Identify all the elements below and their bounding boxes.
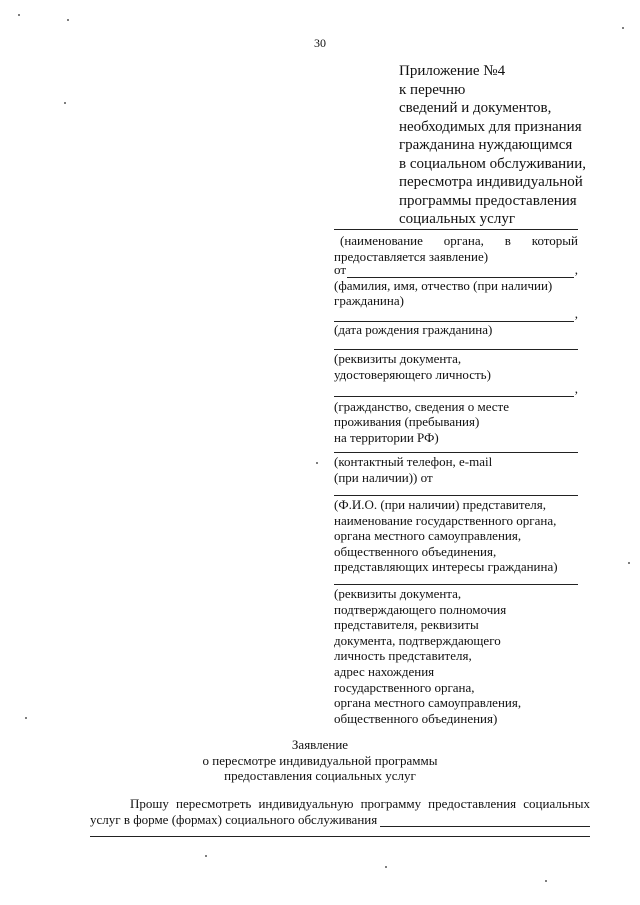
appendix-line: к перечню — [399, 81, 466, 98]
citizenship-caption: (гражданство, сведения о месте — [334, 398, 510, 414]
representative-caption: наименование государственного органа, — [334, 512, 557, 528]
representative-docs-caption: личность представителя, — [334, 648, 472, 664]
request-word: Прошу — [130, 796, 169, 811]
application-title-block — [0, 737, 640, 784]
representative-docs-input-line[interactable] — [334, 584, 578, 585]
appendix-line: пересмотра индивидуальной — [399, 174, 583, 190]
scan-speck — [25, 717, 27, 719]
organ-field[interactable] — [334, 229, 578, 264]
representative-docs-caption: представителя, реквизиты — [334, 617, 479, 633]
representative-field[interactable] — [334, 495, 578, 575]
organ-caption: предоставляется заявление) — [334, 248, 489, 264]
representative-docs-caption: органа местного самоуправления, — [334, 695, 522, 711]
request-text: услуг в форме (формах) социального обслуживания — [90, 811, 378, 827]
scan-speck — [545, 880, 547, 882]
phone-caption: (контактный телефон, e-mail — [334, 454, 493, 469]
scan-speck — [622, 27, 624, 29]
scan-speck — [205, 855, 207, 857]
organ-input-line[interactable] — [334, 229, 578, 230]
scan-speck — [628, 562, 630, 564]
page-number: 30 — [314, 36, 326, 50]
id-document-caption: (реквизиты документа, — [334, 351, 462, 366]
from-label: от — [334, 262, 347, 277]
service-form-input-line[interactable] — [380, 814, 590, 827]
representative-docs-caption: подтверждающего полномочия — [334, 601, 507, 617]
phone-input-line[interactable] — [334, 452, 578, 453]
representative-docs-caption: (реквизиты документа, — [334, 586, 462, 601]
appendix-line: программы предоставления — [399, 192, 577, 209]
appendix-line: сведений и документов, — [399, 100, 552, 116]
phone-caption: (при наличии)) от — [334, 469, 433, 485]
appendix-line: гражданина нуждающимся — [399, 137, 573, 153]
fio-caption: (фамилия, имя, отчество (при наличии) — [334, 277, 553, 293]
id-document-field[interactable] — [334, 349, 578, 382]
representative-docs-caption: адрес нахождения — [334, 663, 435, 679]
representative-caption: органа местного самоуправления, — [334, 528, 522, 544]
fio-field[interactable]: от , (фамилия, имя, отчество (при наличии) гражданина) — [334, 262, 578, 309]
appendix-line: Приложение №4 — [399, 63, 506, 79]
request-word: программу — [360, 796, 422, 811]
request-word: социальных — [523, 796, 590, 811]
citizenship-caption: проживания (пребывания) — [334, 414, 480, 430]
phone-field[interactable] — [334, 452, 578, 485]
application-subtitle: предоставления социальных услуг — [224, 768, 416, 783]
representative-docs-caption: документа, подтверждающего — [334, 632, 501, 648]
appendix-line: социальных услуг — [399, 211, 515, 227]
request-word: пересмотреть — [176, 796, 252, 811]
scan-speck — [67, 19, 69, 21]
citizenship-field[interactable]: , (гражданство, сведения о месте проживания (пребывания) на территории РФ) — [334, 381, 578, 445]
representative-docs-caption: общественного объединения) — [334, 710, 498, 726]
scan-speck — [316, 462, 318, 464]
id-document-input-line[interactable] — [334, 349, 578, 350]
organ-caption-word: в — [504, 233, 511, 248]
birth-date-input-line[interactable] — [334, 310, 574, 322]
appendix-line: в социальном обслуживании, — [399, 155, 586, 172]
application-title: Заявление — [291, 737, 349, 752]
fio-input-line[interactable] — [347, 266, 574, 278]
fio-caption: гражданина) — [334, 293, 404, 309]
representative-input-line[interactable] — [334, 495, 578, 496]
organ-caption-word: (наименование — [340, 233, 423, 248]
scan-speck — [64, 102, 66, 104]
appendix-block — [399, 62, 586, 229]
birth-date-field[interactable]: , (дата рождения гражданина) — [334, 306, 578, 337]
request-word: индивидуальную — [258, 796, 354, 811]
scan-speck — [385, 866, 387, 868]
id-document-caption: удостоверяющего личность) — [334, 366, 491, 382]
citizenship-input-line[interactable] — [334, 385, 574, 397]
representative-caption: общественного объединения, — [334, 543, 497, 559]
request-word: предоставления — [428, 796, 517, 811]
organ-caption-word: органа, — [443, 233, 484, 248]
birth-date-caption: (дата рождения гражданина) — [334, 321, 493, 337]
appendix-line: необходимых для признания — [399, 118, 582, 135]
citizenship-caption: на территории РФ) — [334, 429, 439, 445]
representative-docs-field[interactable] — [334, 584, 578, 726]
scan-speck — [18, 14, 20, 16]
representative-docs-caption: государственного органа, — [334, 679, 475, 695]
application-subtitle: о пересмотре индивидуальной программы — [202, 752, 438, 768]
representative-caption: представляющих интересы гражданина) — [334, 559, 558, 575]
representative-caption: (Ф.И.О. (при наличии) представителя, — [334, 497, 546, 512]
organ-caption-word: который — [531, 233, 578, 248]
request-paragraph — [90, 796, 590, 827]
service-form-continuation-line[interactable] — [90, 836, 590, 837]
